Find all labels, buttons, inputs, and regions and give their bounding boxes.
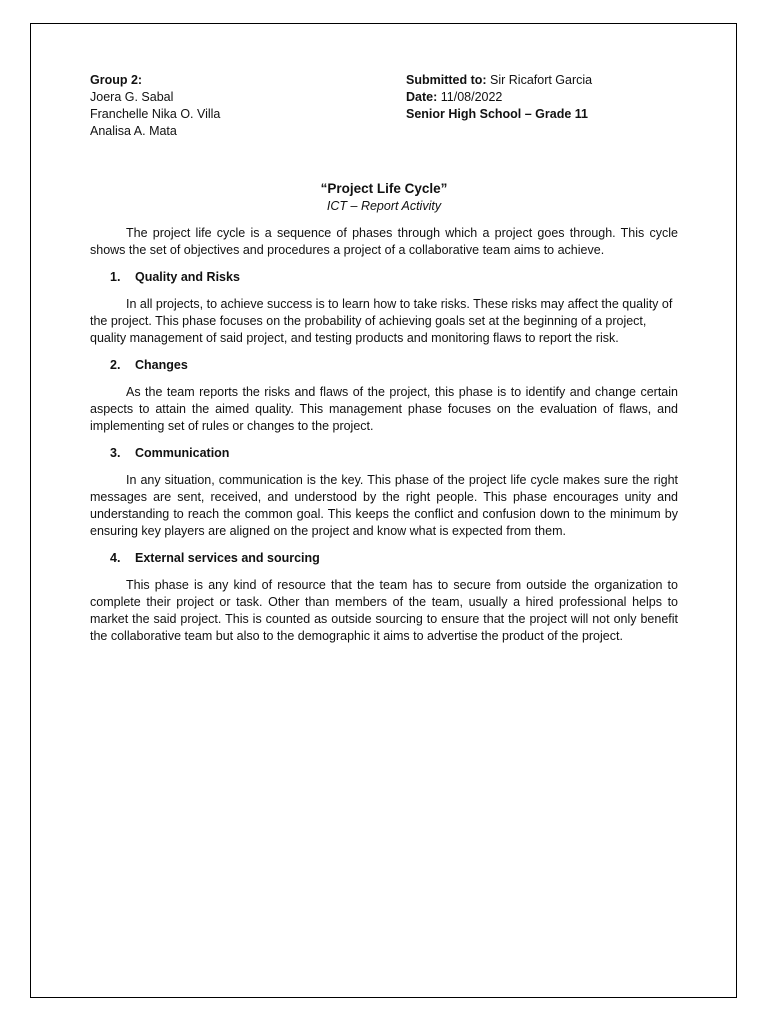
- section-number: 2.: [110, 358, 121, 372]
- section-title: External services and sourcing: [135, 551, 320, 565]
- section-heading: [110, 357, 678, 374]
- section-paragraph: This phase is any kind of resource that the team has to secure from outside the organization to complete their project or task. Other than members of the team, usually a hired professional helps to market the said project. This is counted as outside sourcing to ensure that the project will not only benefit the collaborative team but also to the demographic it aims to advertise the product of the project.: [90, 578, 678, 643]
- submitted-to-line: [406, 72, 686, 89]
- member-name: Analisa A. Mata: [90, 124, 177, 138]
- date-line: [406, 89, 686, 106]
- section-paragraph: As the team reports the risks and flaws of the project, this phase is to identify and change certain aspects to attain the aimed quality. This management phase focuses on the evaluation of flaws, and implementing set of rules or changes to the project.: [90, 385, 678, 433]
- document-title: “Project Life Cycle”: [320, 181, 448, 196]
- submission-info: [406, 72, 686, 123]
- title-block: [90, 180, 678, 215]
- school-level: Senior High School – Grade 11: [406, 107, 588, 121]
- section-title: Quality and Risks: [135, 270, 240, 284]
- intro-paragraph: The project life cycle is a sequence of phases through which a project goes through. This cycle shows the set of objectives and procedures a project of a collaborative team aims to achieve.: [90, 226, 678, 257]
- section-number: 3.: [110, 446, 121, 460]
- document-subtitle: ICT – Report Activity: [326, 199, 442, 213]
- section-number: 1.: [110, 270, 121, 284]
- member-name: Franchelle Nika O. Villa: [90, 107, 221, 121]
- group-info: [90, 72, 390, 140]
- section-title: Changes: [135, 358, 188, 372]
- document-body: [90, 225, 678, 655]
- date-label: Date:: [406, 90, 438, 104]
- member-name: Joera G. Sabal: [90, 90, 174, 104]
- date-value: 11/08/2022: [437, 90, 503, 104]
- submitted-to-value: Sir Ricafort Garcia: [486, 73, 593, 87]
- section-title: Communication: [135, 446, 230, 460]
- section-paragraph: In any situation, communication is the key. This phase of the project life cycle makes sure the right messages are sent, received, and understood by the right people. This phase encourages unity and understanding to reach the common goal. This keeps the conflict and confusion down to the minimum by ensuring key players are aligned on the project and know what is expected from them.: [90, 473, 678, 538]
- section-paragraph: In all projects, to achieve success is to learn how to take risks. These risks may affect the quality of the project. This phase focuses on the probability of achieving goals set at the beginning of a project, quality management of said project, and testing products and monitoring flaws to report the risk.: [90, 297, 673, 345]
- section-heading: [110, 269, 678, 286]
- section-number: 4.: [110, 551, 121, 565]
- section-heading: [110, 445, 678, 462]
- submitted-to-label: Submitted to:: [406, 73, 487, 87]
- section-heading: [110, 550, 678, 567]
- group-label: Group 2:: [90, 73, 143, 87]
